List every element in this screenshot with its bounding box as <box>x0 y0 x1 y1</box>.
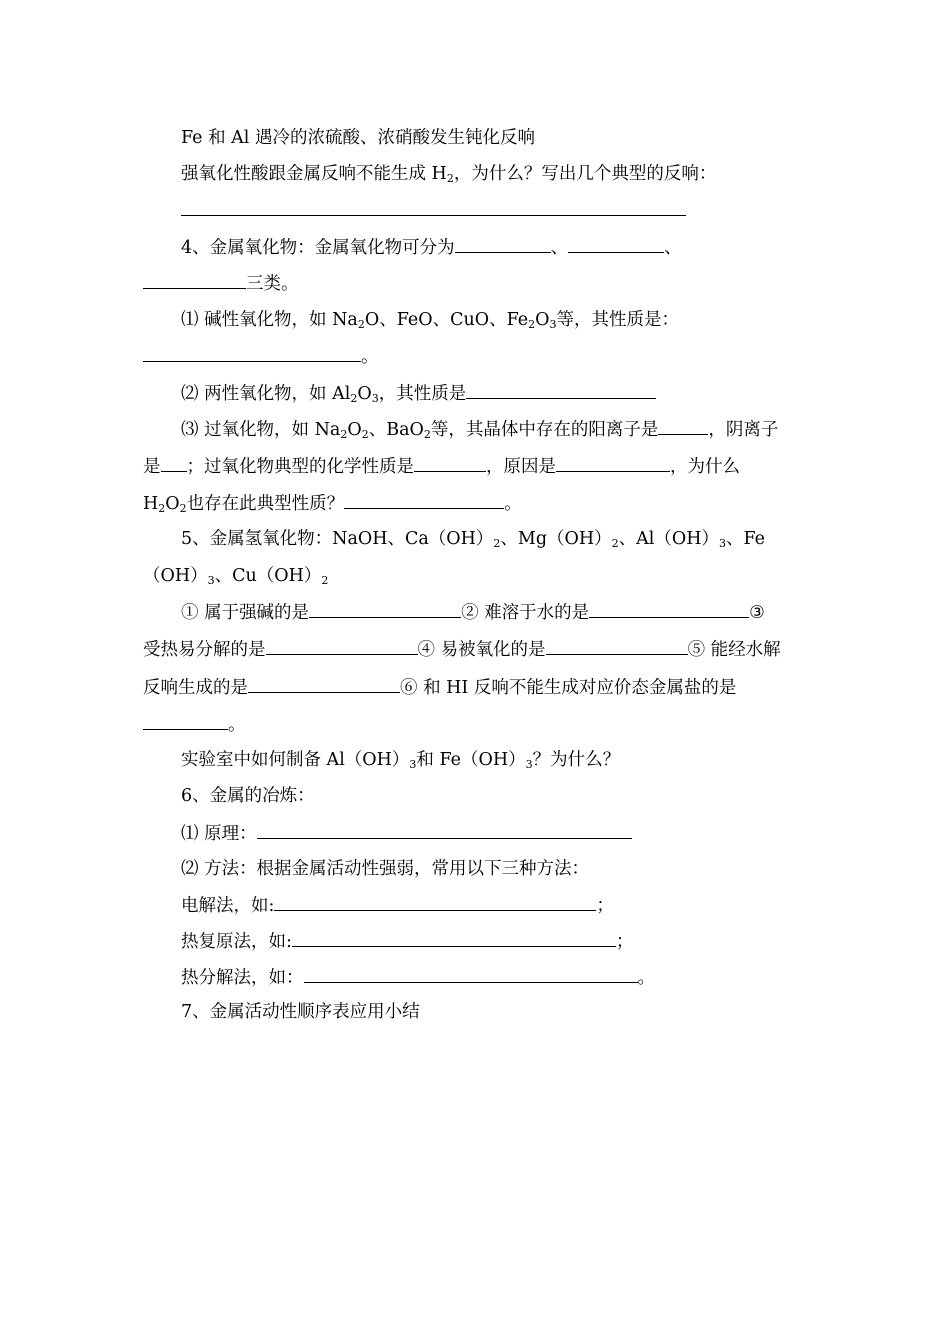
text: 。 <box>228 715 246 735</box>
subscript: 2 <box>493 537 501 550</box>
strong-acid-question <box>181 162 716 186</box>
text: 也存在此典型性质？ <box>186 494 345 514</box>
blank[interactable] <box>161 454 187 472</box>
blank[interactable] <box>143 344 361 362</box>
text: ⑴ 原理： <box>181 824 257 844</box>
text: ，其性质是 <box>378 384 467 404</box>
text: （OH） <box>143 566 208 586</box>
text: 热分解法，如： <box>181 968 304 988</box>
thermal-decomposition-line <box>181 965 655 990</box>
peroxide-line-3 <box>143 491 522 516</box>
text: O <box>347 420 362 440</box>
text: O、FeO、CuO、Fe <box>364 310 529 330</box>
blank[interactable] <box>304 965 638 983</box>
text: 4、金属氧化物：金属氧化物可分为 <box>181 238 455 258</box>
blank[interactable] <box>589 600 749 618</box>
text: ；过氧化物典型的化学性质是 <box>186 457 414 477</box>
text: 和 Fe（OH） <box>416 750 526 770</box>
smelting-methods <box>181 857 589 881</box>
blank[interactable] <box>257 821 632 839</box>
blank[interactable] <box>556 454 670 472</box>
text: 7、金属活动性顺序表应用小结 <box>181 1002 420 1022</box>
section-5-cont <box>143 564 328 588</box>
text: ③ <box>749 603 765 623</box>
electrolysis-line <box>181 893 614 918</box>
text: O <box>535 310 550 330</box>
subscript: 2 <box>179 502 187 515</box>
lab-prep-question <box>181 748 620 772</box>
section-6-heading <box>181 784 315 808</box>
blank[interactable] <box>143 271 246 289</box>
text: 等，其晶体中存在的阳离子是 <box>430 420 659 440</box>
blank[interactable] <box>568 235 664 253</box>
text: ⑴ 碱性氧化物，如 Na <box>181 310 358 330</box>
blank[interactable] <box>274 893 596 911</box>
subscript: 2 <box>350 392 358 405</box>
text: 。 <box>504 494 522 514</box>
subscript: 3 <box>525 758 533 771</box>
text: ⑶ 过氧化物，如 Na <box>181 420 341 440</box>
text: ？为什么？ <box>532 750 621 770</box>
text: 。 <box>361 347 379 367</box>
text: ，为什么 <box>670 457 740 477</box>
section-7-heading <box>181 1000 420 1024</box>
blank[interactable] <box>466 381 656 399</box>
text: 、Cu（OH） <box>214 566 322 586</box>
text: O <box>165 494 180 514</box>
subscript: 2 <box>321 574 329 587</box>
thermal-reduction-line <box>181 929 633 954</box>
passivation-line <box>181 126 535 150</box>
text: ⑵ 两性氧化物，如 Al <box>181 384 351 404</box>
text: O <box>357 384 372 404</box>
text: 电解法，如: <box>181 896 275 916</box>
blank[interactable] <box>344 491 504 509</box>
text: 、 <box>550 238 569 258</box>
subscript: 2 <box>528 318 536 331</box>
hydroxide-q-1 <box>181 600 765 625</box>
section-5-heading <box>181 527 765 551</box>
text: ，阴离子 <box>708 420 779 440</box>
text: 、BaO <box>368 420 424 440</box>
hydroxide-q-4 <box>143 712 246 737</box>
hydroxide-q-3 <box>143 675 736 700</box>
text: ④ 易被氧化的是 <box>417 640 546 660</box>
text: 实验室中如何制备 Al（OH） <box>181 750 410 770</box>
text: ① 属于强碱的是 <box>181 603 310 623</box>
text: 等，其性质是： <box>556 310 680 330</box>
text: 、Fe <box>726 529 766 549</box>
text: ② 难溶于水的是 <box>461 603 590 623</box>
subscript: 2 <box>357 318 365 331</box>
subscript: 2 <box>446 172 454 185</box>
text: ，为什么？写出几个典型的反响： <box>453 164 717 184</box>
text: 6、金属的冶炼： <box>181 786 315 806</box>
text: 5、金属氢氧化物：NaOH、Ca（OH） <box>181 529 494 549</box>
blank[interactable] <box>266 637 418 655</box>
subscript: 3 <box>549 318 557 331</box>
subscript: 2 <box>158 502 166 515</box>
peroxide-line <box>181 417 778 442</box>
text: 、Al（OH） <box>618 529 719 549</box>
subscript: 3 <box>409 758 417 771</box>
blank[interactable] <box>181 198 686 216</box>
blank[interactable] <box>546 637 688 655</box>
text: 。 <box>637 968 655 988</box>
blank[interactable] <box>309 600 461 618</box>
text: 是 <box>143 457 161 477</box>
basic-oxide-line <box>181 308 679 332</box>
amphoteric-oxide-line <box>181 381 656 406</box>
text: H <box>143 494 159 514</box>
subscript: 3 <box>371 392 379 405</box>
text: 强氧化性酸跟金属反响不能生成 H <box>181 164 447 184</box>
subscript: 2 <box>361 428 369 441</box>
section-4-cont <box>143 271 299 296</box>
text: 、Mg（OH） <box>500 529 612 549</box>
basic-oxide-answer <box>143 344 379 369</box>
blank[interactable] <box>658 417 708 435</box>
subscript: 2 <box>340 428 348 441</box>
subscript: 3 <box>207 574 215 587</box>
section-4-heading <box>181 235 682 260</box>
subscript: 2 <box>611 537 619 550</box>
blank[interactable] <box>414 454 486 472</box>
text: ，原因是 <box>486 457 556 477</box>
text: ； <box>596 896 614 916</box>
text: 反响生成的是 <box>143 678 248 698</box>
text: 、 <box>664 238 682 258</box>
passivation-text: Fe 和 Al 遇冷的浓硫酸、浓硝酸发生钝化反响 <box>181 128 535 148</box>
text: ⑤ 能经水解 <box>687 640 781 660</box>
text: ； <box>615 932 634 952</box>
text: ⑵ 方法：根据金属活动性强弱，常用以下三种方法： <box>181 859 590 879</box>
text: ⑥ 和 HI 反响不能生成对应价态金属盐的是 <box>400 678 737 698</box>
text: 三类。 <box>246 274 299 294</box>
hydroxide-q-2 <box>143 637 781 662</box>
blank[interactable] <box>248 675 400 693</box>
text: 热复原法，如: <box>181 932 292 952</box>
answer-line[interactable] <box>181 198 686 223</box>
blank[interactable] <box>292 929 616 947</box>
blank[interactable] <box>455 235 551 253</box>
subscript: 2 <box>423 428 431 441</box>
smelting-principle <box>181 821 632 846</box>
subscript: 3 <box>719 537 726 550</box>
peroxide-line-2 <box>143 454 740 479</box>
text: 受热易分解的是 <box>143 640 266 660</box>
blank[interactable] <box>143 712 228 730</box>
